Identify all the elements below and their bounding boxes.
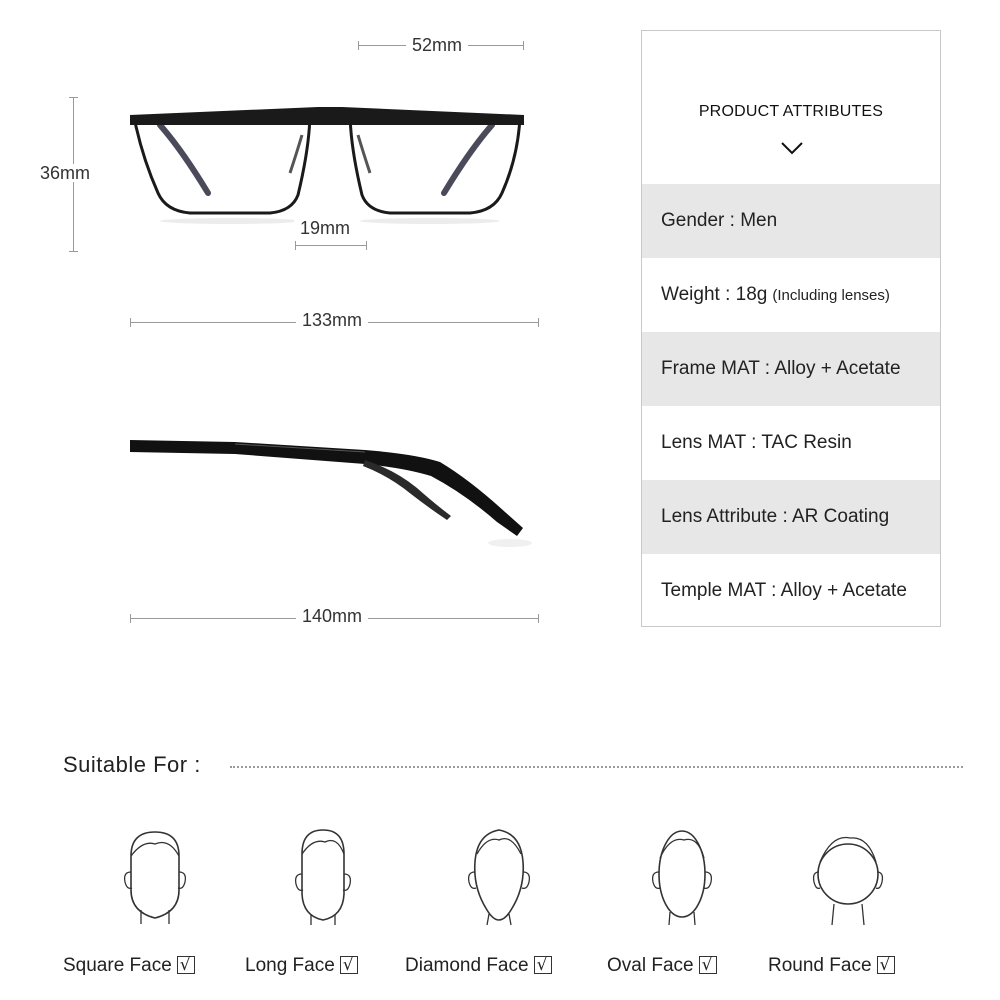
round-face-text: Round Face xyxy=(768,955,872,976)
attributes-header xyxy=(642,31,940,184)
oval-face-label xyxy=(607,955,717,977)
glasses-front-image xyxy=(120,95,540,230)
long-face-label xyxy=(245,955,358,977)
suitable-for-label: Suitable For : xyxy=(63,752,201,777)
long-face-text: Long Face xyxy=(245,955,335,976)
oval-face-text: Oval Face xyxy=(607,955,694,976)
check-icon xyxy=(699,956,717,974)
diamond-face-label xyxy=(405,955,552,977)
oval-face-icon xyxy=(644,826,720,926)
check-icon xyxy=(877,956,895,974)
diamond-face-text: Diamond Face xyxy=(405,955,529,976)
square-face-icon xyxy=(117,826,193,926)
attribute-temple-material-text: Temple MAT : Alloy + Acetate xyxy=(661,580,907,601)
attribute-lens-material-text: Lens MAT : TAC Resin xyxy=(661,432,852,453)
dotted-divider xyxy=(230,766,963,768)
product-attributes-panel xyxy=(641,30,941,627)
lens-width-label: 52mm xyxy=(406,36,468,54)
round-face-icon xyxy=(810,826,886,926)
attribute-weight-note: (Including lenses) xyxy=(772,286,890,304)
attribute-temple-material xyxy=(642,554,940,628)
round-face-label xyxy=(768,955,895,977)
attribute-frame-material xyxy=(642,332,940,406)
check-icon xyxy=(534,956,552,974)
attribute-weight-text: Weight : 18g xyxy=(661,284,768,305)
attribute-weight xyxy=(642,258,940,332)
attribute-frame-material-text: Frame MAT : Alloy + Acetate xyxy=(661,358,901,379)
glasses-side-image xyxy=(125,430,535,555)
check-icon xyxy=(340,956,358,974)
attribute-gender-text: Gender : Men xyxy=(661,210,778,231)
bridge-width-label: 19mm xyxy=(294,219,356,237)
square-face-label xyxy=(63,955,195,977)
check-icon xyxy=(177,956,195,974)
lens-height-label: 36mm xyxy=(34,164,96,182)
temple-length-label: 140mm xyxy=(296,607,368,625)
attribute-lens-attribute-text: Lens Attribute : AR Coating xyxy=(661,506,890,527)
attributes-title: PRODUCT ATTRIBUTES xyxy=(698,103,884,120)
long-face-icon xyxy=(285,826,361,926)
bridge-width-line xyxy=(295,245,367,246)
attribute-lens-attribute xyxy=(642,480,940,554)
frame-width-label: 133mm xyxy=(296,311,368,329)
chevron-down-icon xyxy=(780,141,804,155)
attribute-gender xyxy=(642,184,940,258)
square-face-text: Square Face xyxy=(63,955,172,976)
diamond-face-icon xyxy=(461,826,537,926)
attribute-lens-material xyxy=(642,406,940,480)
